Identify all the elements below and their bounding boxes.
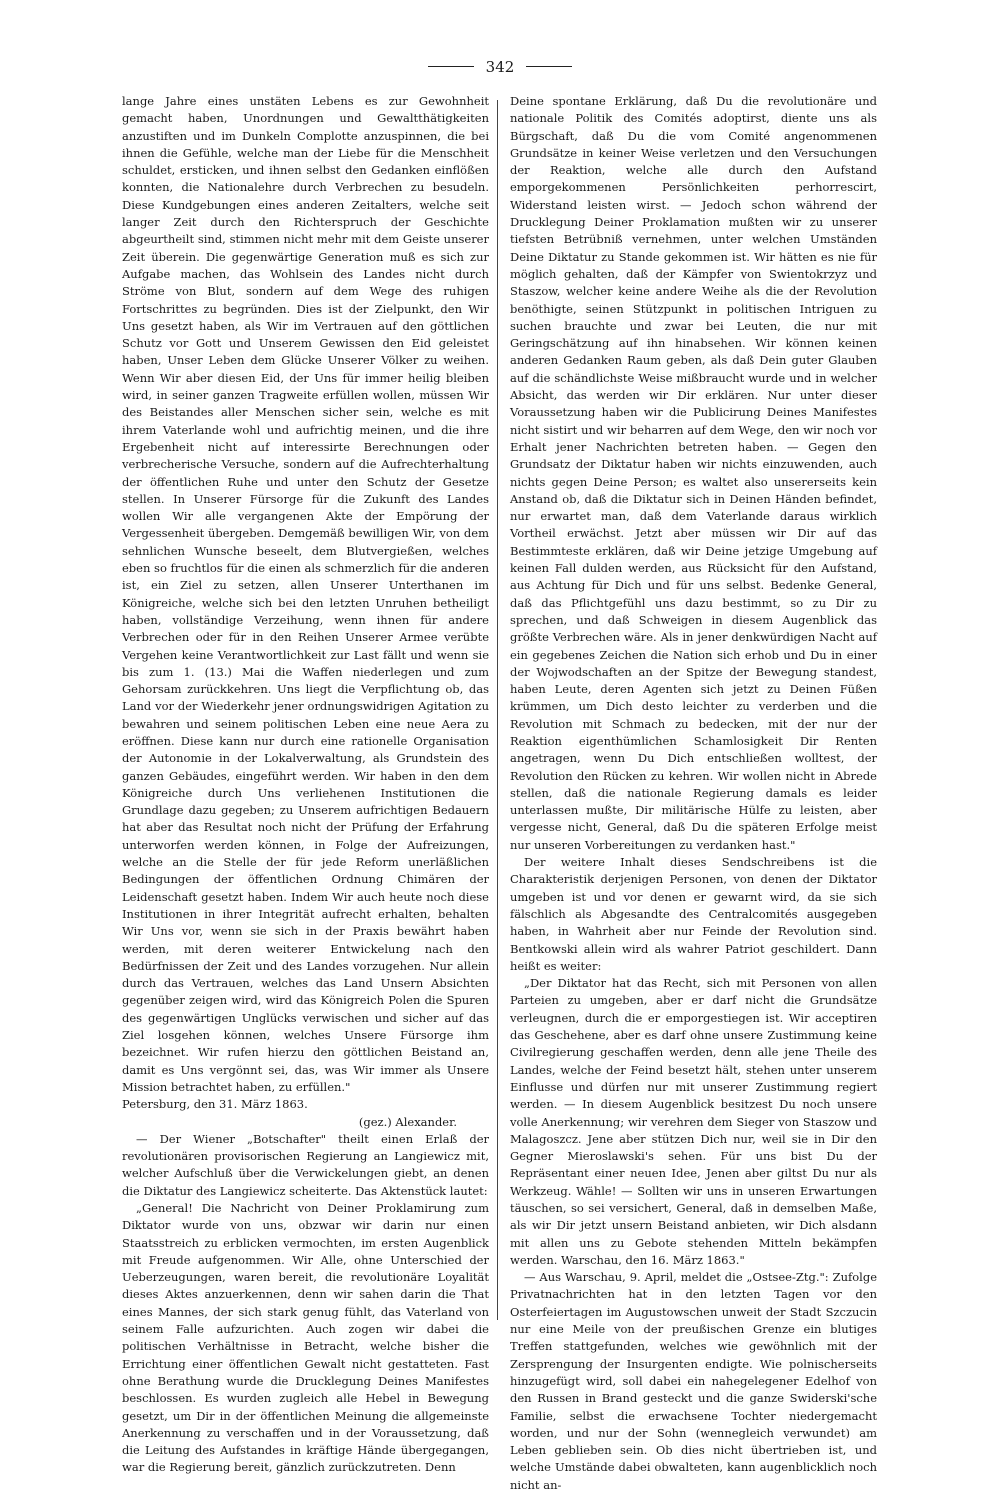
manifesto-continuation: lange Jahre eines unstäten Lebens es zur Gewohnheit gemacht haben, Unordnungen und Gewaltthätigkeiten anzustiften und im Dunkeln Complotte anzuspinnen, die bei ihnen die Gefühle, welche man der Liebe für die Menschheit schuldet, ersticken, und ihnen selbst den Gedanken einflößen konnten, die Nationalehre durch Verbrechen zu besudeln. Diese Kundgebungen eines anderen Zeitalters, welche seit langer Zeit durch den Richterspruch der Geschichte abgeurtheilt sind, stimmen nicht mehr mit dem Geiste unserer Zeit überein. Die gegenwärtige Generation muß es sich zur Aufgabe machen, das Wohlsein des Landes nicht durch Ströme von Blut, sondern auf dem Wege des ruhigen Fortschrittes zu begründen. Dies ist der Zielpunkt, den Wir Uns gesetzt haben, als Wir im Vertrauen auf den göttlichen Schutz vor Gott und Unserem Gewissen den Eid geleistet haben, Unser Leben dem Glücke Unserer Völker zu weihen. Wenn Wir aber diesen Eid, der Uns für immer heilig bleiben wird, in seiner ganzen Tragweite erfüllen wollen, müssen Wir des Beistandes aller Menschen sicher sein, welche es mit ihrem Vaterlande wohl und aufrichtig meinen, und die ihre Ergebenheit nicht auf interessirte Berechnungen oder verbrecherische Versuche, sondern auf die Aufrechterhaltung der öffentlichen Ruhe und unter den Schutz der Gesetze stellen. In Unserer Fürsorge für die Zukunft des Landes wollen Wir alle vergangenen Akte der Empörung der Vergessenheit übergeben. Demgemäß bewilligen Wir, von dem sehnlichen Wunsche beseelt, dem Blutvergießen, welches eben so fruchtlos für die einen als schmerzlich für die anderen ist, ein Ziel zu setzen, allen Unserer Unterthanen im Königreiche, welche sich bei den letzten Unruhen betheiligt haben, vollständige Verzeihung, wenn ihnen für andere Verbrechen oder für in den Reihen Unserer Armee verübte Vergehen keine Verantwortlichkeit zur Last fällt und wenn sie bis zum 1. (13.) Mai die Waffen niederlegen und zum Gehorsam zurückkehren. Uns liegt die Verpflichtung ob, das Land vor der Wiederkehr jener ordnungswidrigen Agitation zu bewahren und seinem politischen Leben eine neue Aera zu eröffnen. Diese kann nur durch eine rationelle Organisation der Autonomie in der Lokalverwaltung, als Grundstein des ganzen Gebäudes, eingeführt werden. Wir haben in den dem Königreiche durch Uns verliehenen Institutionen die Grundlage dazu gegeben; zu Unserem aufrichtigen Bedauern hat aber das Resultat noch nicht der Prüfung der Erfahrung unterworfen werden können, in Folge der Aufreizungen, welche an die Stelle der für jede Reform unerläßlichen Bedingungen der öffentlichen Ordnung Chimären der Leidenschaft gesetzt haben. Indem Wir auch heute noch diese Institutionen in ihrer Integrität aufrecht erhalten, behalten Wir Uns vor, wenn sie sich in der Praxis bewährt haben werden, mit deren weiterer Entwickelung nach den Bedürfnissen der Zeit und des Landes vorzugehen. Nur allein durch das Vertrauen, welches das Land Unsern Absichten gegenüber zeigen wird, wird das Königreich Polen die Spuren des gegenwärtigen Unglücks verwischen und sicher auf das Ziel losgehen können, welches Unsere Fürsorge ihm bezeichnet. Wir rufen hierzu den göttlichen Beistand an, damit es Uns vergönnt sei, das, was Wir immer als Unsere Mission betrachtet haben, zu erfüllen."	[122, 94, 489, 1094]
left-column	[122, 93, 489, 1477]
letter-summary: Der weitere Inhalt dieses Sendschreibens ist die Charakteristik derjenigen Personen, von denen der Diktator umgeben ist und vor denen er gewarnt wird, da sie sich fälschlich als Abgesandte des Centralcomités ausgegeben haben, in Wahrheit aber nur Feinde der Revolution sind. Bentkowski allein wird als wahrer Patriot geschildert. Dann heißt es weiter:	[510, 855, 877, 973]
column-divider	[497, 100, 498, 1320]
manifesto-signature: (gez.) Alexander.	[358, 1114, 457, 1129]
letter-to-general: „General! Die Nachricht von Deiner Proklamirung zum Diktator wurde von uns, obzwar wir darin nur einen Staatsstreich zu erblicken vermochten, im ersten Augenblick mit Freude aufgenommen. Wir Alle, ohne Unterschied der Ueberzeugungen, waren bereit, die revolutionäre Loyalität dieses Aktes anzuerkennen, denn wir sahen darin die That eines Mannes, der sich stark genug fühlt, das Vaterland von seinem Falle aufzurichten. Auch zogen wir dabei die politischen Verhältnisse in Betracht, welche bisher die Errichtung einer öffentlichen Gewalt nicht gestatteten. Fast ohne Berathung wurde die Drucklegung Deines Manifestes beschlossen. Es wurden zugleich alle Hebel in Bewegung gesetzt, um Dir in der öffentlichen Meinung die allgemeinste Anerkennung zu verschaffen und in der Voraussetzung, daß die Leitung des Aufstandes in kräftige Hände übergegangen, war die Regierung bereit, gänzlich zurückzutreten. Denn	[122, 1201, 489, 1475]
warsaw-report: — Aus Warschau, 9. April, meldet die „Ostsee-Ztg.": Zufolge Privatnachrichten hat in den letzten Tagen vor den Osterfeiertagen im Augustowschen unweit der Stadt Szczucin nur eine Meile von der preußischen Grenze ein blutiges Treffen stattgefunden, welches wie gewöhnlich mit der Zersprengung der Insurgenten endigte. Wie polnischerseits hinzugefügt wird, soll dabei ein nahegelegener Edelhof von den Russen in Brand gesteckt und die ganze Swiderski'sche Familie, selbst die erwachsene Tochter niedergemacht worden, und nur der Sohn (wennegleich verwundet) am Leben geblieben sein. Ob dies nicht übertrieben ist, und welche Umstände dabei obwalteten, kann augenblicklich noch nicht an-	[510, 1270, 877, 1492]
botschafter-report: — Der Wiener „Botschafter" theilt einen Erlaß der revolutionären provisorischen Regierung an Langiewicz mit, welcher Aufschluß über die Verwickelungen giebt, an denen die Diktatur des Langiewicz scheiterte. Das Aktenstück lautet:	[122, 1131, 489, 1198]
letter-quote-dictator: „Der Diktator hat das Recht, sich mit Personen von allen Parteien zu umgeben, aber er darf nicht die Grundsätze verleugnen, durch die er emporgestiegen ist. Wir acceptiren das Geschehene, aber es darf ohne unsere Zustimmung keine Civilregierung geschaffen werden, denn alle jene Theile des Landes, welche der Feind besetzt hält, stehen unter unserem Einflusse und dürfen nur mit unserer Zustimmung regiert werden. — In diesem Augenblick besitzest Du noch unsere volle Anerkennung; wir verehren dem Sieger von Staszow und Malagoszcz. Jene aber stützen Dich nur, weil sie in Dir den Gegner Mieroslawski's sehen. Für uns bist Du der Repräsentant einer neuen Idee, Jenen aber giltst Du nur als Werkzeug. Wähle! — Sollten wir uns in unseren Erwartungen täuschen, so sei versichert, General, daß in demselben Maße, als wir Dir jetzt unsern Beistand anbieten, wir Dich alsdann mit allen uns zu Gebote stehenden Mitteln bekämpfen werden. Warschau, den 16. März 1863."	[510, 976, 877, 1267]
right-column	[510, 93, 877, 1494]
header-rule-right	[526, 66, 572, 67]
letter-continuation: Deine spontane Erklärung, daß Du die revolutionäre und nationale Politik des Comités adoptirst, diente uns als Bürgschaft, daß Du die vom Comité angenommenen Grundsätze in keiner Weise verletzen und den Versuchungen der Reaktion, welche alle durch den Aufstand emporgekommenen Persönlichkeiten perhorrescirt, Widerstand leisten wirst. — Jedoch schon während der Drucklegung Deiner Proklamation mußten wir zu unserer tiefsten Betrübniß vernehmen, unter welchen Umständen Deine Diktatur zu Stande gekommen ist. Wir hätten es nie für möglich gehalten, daß der Kämpfer von Swientokrzyz und Staszow, welcher keine andere Weihe als die der Revolution benöthigte, seinen Stützpunkt in politischen Intriguen zu suchen brauchte und zwar bei Leuten, die nur mit Geringschätzung auf ihn hinabsehen. Wir können keinen anderen Gedanken Raum geben, als daß Dein guter Glauben auf die schändlichste Weise mißbraucht wurde und in welcher Absicht, das werden wir Dir erklären. Nur unter dieser Voraussetzung haben wir die Publicirung Deines Manifestes nicht sistirt und wir beharren auf dem Wege, den wir noch vor Erhalt jener Nachrichten betreten haben. — Gegen den Grundsatz der Diktatur haben wir nichts einzuwenden, auch nichts gegen Deine Person; es waltet also unsererseits kein Anstand ob, daß die Diktatur sich in Deinen Händen befindet, nur erwartet man, daß dem Vaterlande daraus wirklich Vortheil erwächst. Jetzt aber müssen wir Dir auf das Bestimmteste erklären, daß wir Deine jetzige Umgebung auf keinen Fall dulden werden, aus Rücksicht für den Aufstand, aus Achtung für Dich und für uns selbst. Bedenke General, daß das Pflichtgefühl uns dazu bestimmt, so zu Dir zu sprechen, und daß Schweigen in diesem Augenblick das größte Verbrechen wäre. Als in jener denkwürdigen Nacht auf ein gegebenes Zeichen die Nation sich erhob und Du in einer der Wojwodschaften an der Spitze der Bewegung standest, haben Leute, deren Agenten sich jetzt zu Deinen Füßen krümmen, um Dich desto leichter zu verderben und die Revolution mit Schmach zu bedecken, mit der nur der Reaktion eigenthümlichen Schamlosigkeit Dir Renten angetragen, wenn Du Dich entschließen wolltest, der Revolution den Rücken zu kehren. Wir wollen nicht in Abrede stellen, daß die nationale Regierung damals es leider unterlassen mußte, Dir militärische Hülfe zu leisten, aber vergesse nicht, General, daß Du die späteren Erfolge meist nur unseren Vorbereitungen zu verdanken hast."	[510, 94, 877, 852]
manifesto-dateline: Petersburg, den 31. März 1863.	[122, 1097, 308, 1112]
page-header	[0, 56, 1000, 80]
header-rule-left	[428, 66, 474, 67]
page-number: 342	[485, 57, 515, 76]
